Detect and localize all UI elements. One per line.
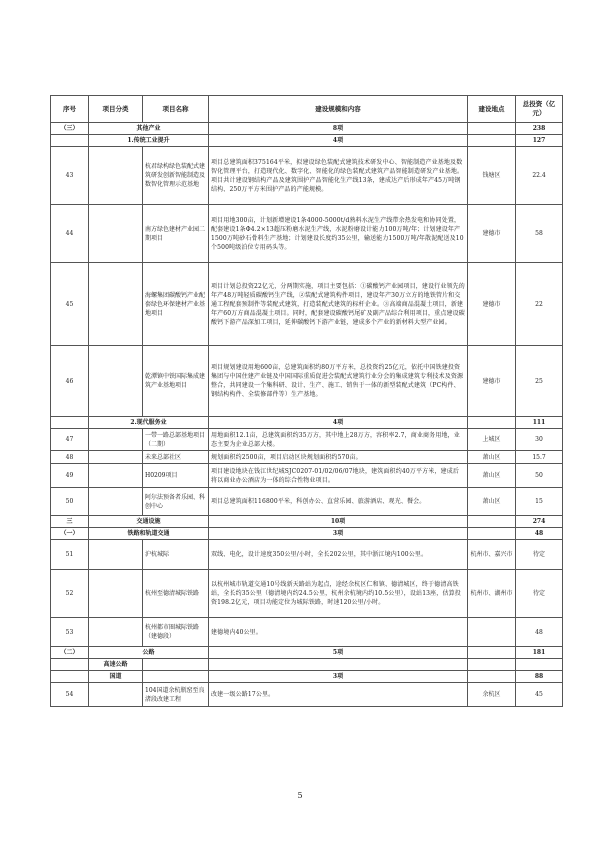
- cell-seq: [51, 135, 89, 147]
- table-row: [51, 683, 563, 707]
- cell-category: 1.传统工业提升: [89, 135, 209, 147]
- section-row: [51, 528, 563, 540]
- cell-category: [89, 540, 143, 570]
- table-row: [51, 263, 563, 346]
- cell-category: 高速公路: [89, 659, 143, 671]
- table-row: [51, 488, 563, 516]
- cell-category: 铁路和轨道交通: [89, 528, 209, 540]
- cell-investment: 127: [516, 135, 563, 147]
- cell-location: [468, 123, 516, 135]
- cell-content: 项目规划建设用地600亩，总建筑面积约80万平方米，总投资约25亿元，依托中国铁建投资集团与中国住建产业链及中国国际重质促进会装配式建筑行业分会的集成建筑专利技术及资源整合，共同建设一个集科研、设计、生产、施工、销售于一体的新型装配式建筑（PC构件、钢结构构件、全装修部件等）生产基地。: [209, 346, 468, 417]
- cell-location: [468, 135, 516, 147]
- cell-investment: 111: [516, 417, 563, 429]
- cell-content: 规划面积约2500亩，项目启动区块规划面积约570亩。: [209, 451, 468, 464]
- cell-location: [468, 659, 516, 671]
- cell-investment: 25: [516, 346, 563, 417]
- cell-content: 改建一级公路17公里。: [209, 683, 468, 707]
- cell-seq: 54: [51, 683, 89, 707]
- cell-seq: [51, 671, 89, 683]
- header-category: 项目分类: [89, 96, 143, 123]
- cell-seq: 47: [51, 429, 89, 451]
- cell-location: 钱塘区: [468, 147, 516, 205]
- cell-count: 8项: [209, 123, 468, 135]
- cell-category: [89, 147, 143, 205]
- cell-name: [143, 671, 209, 683]
- cell-investment: 15: [516, 488, 563, 516]
- section-row: [51, 123, 563, 135]
- cell-content: 双线、电化，设计速度350公里/小时，全长202公里，其中浙江境内100公里。: [209, 540, 468, 570]
- header-content: 建设规模和内容: [209, 96, 468, 123]
- cell-investment: 30: [516, 429, 563, 451]
- cell-investment: 88: [516, 671, 563, 683]
- cell-location: 余杭区: [468, 683, 516, 707]
- cell-seq: 51: [51, 540, 89, 570]
- table-header-row: [51, 96, 563, 123]
- section-row: [51, 135, 563, 147]
- cell-location: [468, 647, 516, 659]
- cell-location: 萧山区: [468, 451, 516, 464]
- cell-seq: 44: [51, 205, 89, 263]
- cell-investment: 22.4: [516, 147, 563, 205]
- cell-location: 建德市: [468, 346, 516, 417]
- table-body: [51, 123, 563, 707]
- cell-category: 其他产业: [89, 123, 209, 135]
- cell-content: 以杭州城市轨道交通10号线新天路站为起点，途经余杭区仁和镇、德清城区，终于德清高铁站，全长约35公里（德清境内约24.5公里，杭州余杭境内约10.5公里），设站13座，估算投资198.2亿元，项目功能定位为城际铁路，时速120公里/小时。: [209, 570, 468, 618]
- cell-investment: 50: [516, 464, 563, 488]
- cell-investment: 待定: [516, 570, 563, 618]
- cell-count: 4项: [209, 135, 468, 147]
- cell-category: [89, 263, 143, 346]
- cell-count: 4项: [209, 417, 468, 429]
- cell-count: 5项: [209, 647, 468, 659]
- header-seq: 序号: [51, 96, 89, 123]
- cell-seq: （二）: [51, 647, 89, 659]
- cell-location: 上城区: [468, 429, 516, 451]
- cell-location: [468, 516, 516, 528]
- cell-seq: （三）: [51, 123, 89, 135]
- cell-count: 10项: [209, 516, 468, 528]
- cell-investment: 22: [516, 263, 563, 346]
- cell-name: 104国道余杭瓶窑至良渚段改建工程: [143, 683, 209, 707]
- cell-seq: （一）: [51, 528, 89, 540]
- cell-name: [143, 659, 209, 671]
- cell-content: 项目总建筑面积116800平米，科创办公、直营乐园、旅游酒店、观光、餐会。: [209, 488, 468, 516]
- table-row: [51, 618, 563, 647]
- section-row: [51, 647, 563, 659]
- cell-category: [89, 683, 143, 707]
- cell-category: [89, 429, 143, 451]
- cell-investment: 待定: [516, 540, 563, 570]
- cell-seq: 50: [51, 488, 89, 516]
- cell-category: [89, 451, 143, 464]
- cell-content: 项目总建筑面积375164平米，拟建设绿色装配式建筑技术研发中心、智能制造产业基地及数智化管理平台，打造现代化、数字化、智能化的绿色装配式建筑产品智能制造研发产业基地。项目共计建设钢结构产品及建筑围护产品智能化生产线13条，建成达产后形成年产45万吨钢结构、250万平方米围护产品的产能规模。: [209, 147, 468, 205]
- header-investment: 总投资（亿元）: [516, 96, 563, 123]
- cell-name: 沪杭城际: [143, 540, 209, 570]
- cell-count: 3项: [209, 671, 468, 683]
- cell-location: [468, 618, 516, 647]
- cell-investment: 45: [516, 683, 563, 707]
- cell-count: [209, 659, 468, 671]
- cell-name: 杭君绿构绿色装配式建筑研发创新智能制造及数智化管理示范基地: [143, 147, 209, 205]
- section-row: [51, 417, 563, 429]
- cell-content: 建德境内40公里。: [209, 618, 468, 647]
- cell-category: [89, 618, 143, 647]
- section-row: [51, 516, 563, 528]
- cell-location: 建德市: [468, 263, 516, 346]
- cell-seq: 53: [51, 618, 89, 647]
- cell-location: [468, 417, 516, 429]
- cell-location: 建德市: [468, 205, 516, 263]
- cell-content: 项目用地300亩，计划新增建设1条4000-5000t/d熟料水泥生产线带余热发电和协同处置，配套建设1条Φ4.2×13超压粉磨水泥生产线，水泥粉磨设计能力100万吨/年；计划建设年产1500万吨砂石骨料生产基地；计划建设长度约35公里，输送能力1500万吨/年散泥配送及10个500吨级泊位专用码头等。: [209, 205, 468, 263]
- cell-category: 2.现代服务业: [89, 417, 209, 429]
- cell-count: 3项: [209, 528, 468, 540]
- cell-investment: 48: [516, 528, 563, 540]
- cell-name: 乾潭镇中铁国际集成建筑产业基地项目: [143, 346, 209, 417]
- cell-seq: 三: [51, 516, 89, 528]
- cell-seq: 49: [51, 464, 89, 488]
- cell-name: 海螺集团碳酸钙产业配套绿色环保建材产业基地项目: [143, 263, 209, 346]
- cell-category: 公路: [89, 647, 209, 659]
- section-row: [51, 671, 563, 683]
- cell-seq: [51, 659, 89, 671]
- cell-investment: 48: [516, 618, 563, 647]
- cell-content: 项目计划总投资22亿元，分两期实施，项目主要包括：①碳酸钙产业园项目，建设行业领先的年产48万吨轻质碳酸钙生产线，②装配式建筑构件项目，建设年产30万立方的地铁管片和交通工程配套预制件等装配式建筑，打造装配式建筑的标杆企业。③高端商品混凝土项目，新建年产60万方商品混凝土项目。同时，配套建设碳酸钙尾矿及副产品综合利用项目，重点建设碳酸钙下游产品深加工项目，延伸碳酸钙下游产业链，建成多个产业的新材料大型产业园。: [209, 263, 468, 346]
- cell-location: [468, 671, 516, 683]
- page-number: 5: [297, 791, 303, 800]
- cell-seq: 48: [51, 451, 89, 464]
- cell-seq: 46: [51, 346, 89, 417]
- cell-location: 杭州市、湖州市: [468, 570, 516, 618]
- cell-investment: 238: [516, 123, 563, 135]
- cell-content: 项目建设地块在钱江世纪城SJC0207-01/02/06/07地块，建筑面积约40万平方米，建成后将以商业办公酒店为一体的综合性物业项目。: [209, 464, 468, 488]
- cell-name: 未来总部社区: [143, 451, 209, 464]
- table-row: [51, 570, 563, 618]
- cell-category: 国道: [89, 671, 143, 683]
- cell-category: [89, 488, 143, 516]
- cell-category: [89, 346, 143, 417]
- cell-name: 一带一路总部基地项目（二期）: [143, 429, 209, 451]
- cell-name: 杭州都市圈城际铁路（建德段）: [143, 618, 209, 647]
- cell-seq: 45: [51, 263, 89, 346]
- cell-location: [468, 528, 516, 540]
- cell-location: 萧山区: [468, 488, 516, 516]
- table-row: [51, 205, 563, 263]
- cell-seq: 52: [51, 570, 89, 618]
- table-row: [51, 346, 563, 417]
- cell-location: 萧山区: [468, 464, 516, 488]
- cell-content: 用地面积12.1亩，总建筑面积约35万方，其中地上28万方，容积率2.7，商业商务用地，业态主要为企业总部大楼。: [209, 429, 468, 451]
- header-location: 建设地点: [468, 96, 516, 123]
- table-row: [51, 429, 563, 451]
- cell-category: 交通设施: [89, 516, 209, 528]
- table-row: [51, 464, 563, 488]
- cell-name: H0209项目: [143, 464, 209, 488]
- header-name: 项目名称: [143, 96, 209, 123]
- table-row: [51, 147, 563, 205]
- cell-investment: 274: [516, 516, 563, 528]
- cell-investment: [516, 659, 563, 671]
- project-table: [50, 95, 563, 707]
- cell-seq: 43: [51, 147, 89, 205]
- cell-category: [89, 464, 143, 488]
- table-row: [51, 540, 563, 570]
- cell-investment: 58: [516, 205, 563, 263]
- cell-location: 杭州市、嘉兴市: [468, 540, 516, 570]
- cell-investment: 15.7: [516, 451, 563, 464]
- cell-name: 南方绿色建材产业园二期项目: [143, 205, 209, 263]
- cell-category: [89, 570, 143, 618]
- section-row: [51, 659, 563, 671]
- cell-investment: 181: [516, 647, 563, 659]
- cell-name: 阿尔法预备者乐园、科创中心: [143, 488, 209, 516]
- table-row: [51, 451, 563, 464]
- cell-seq: [51, 417, 89, 429]
- cell-category: [89, 205, 143, 263]
- cell-name: 杭州至德清城际铁路: [143, 570, 209, 618]
